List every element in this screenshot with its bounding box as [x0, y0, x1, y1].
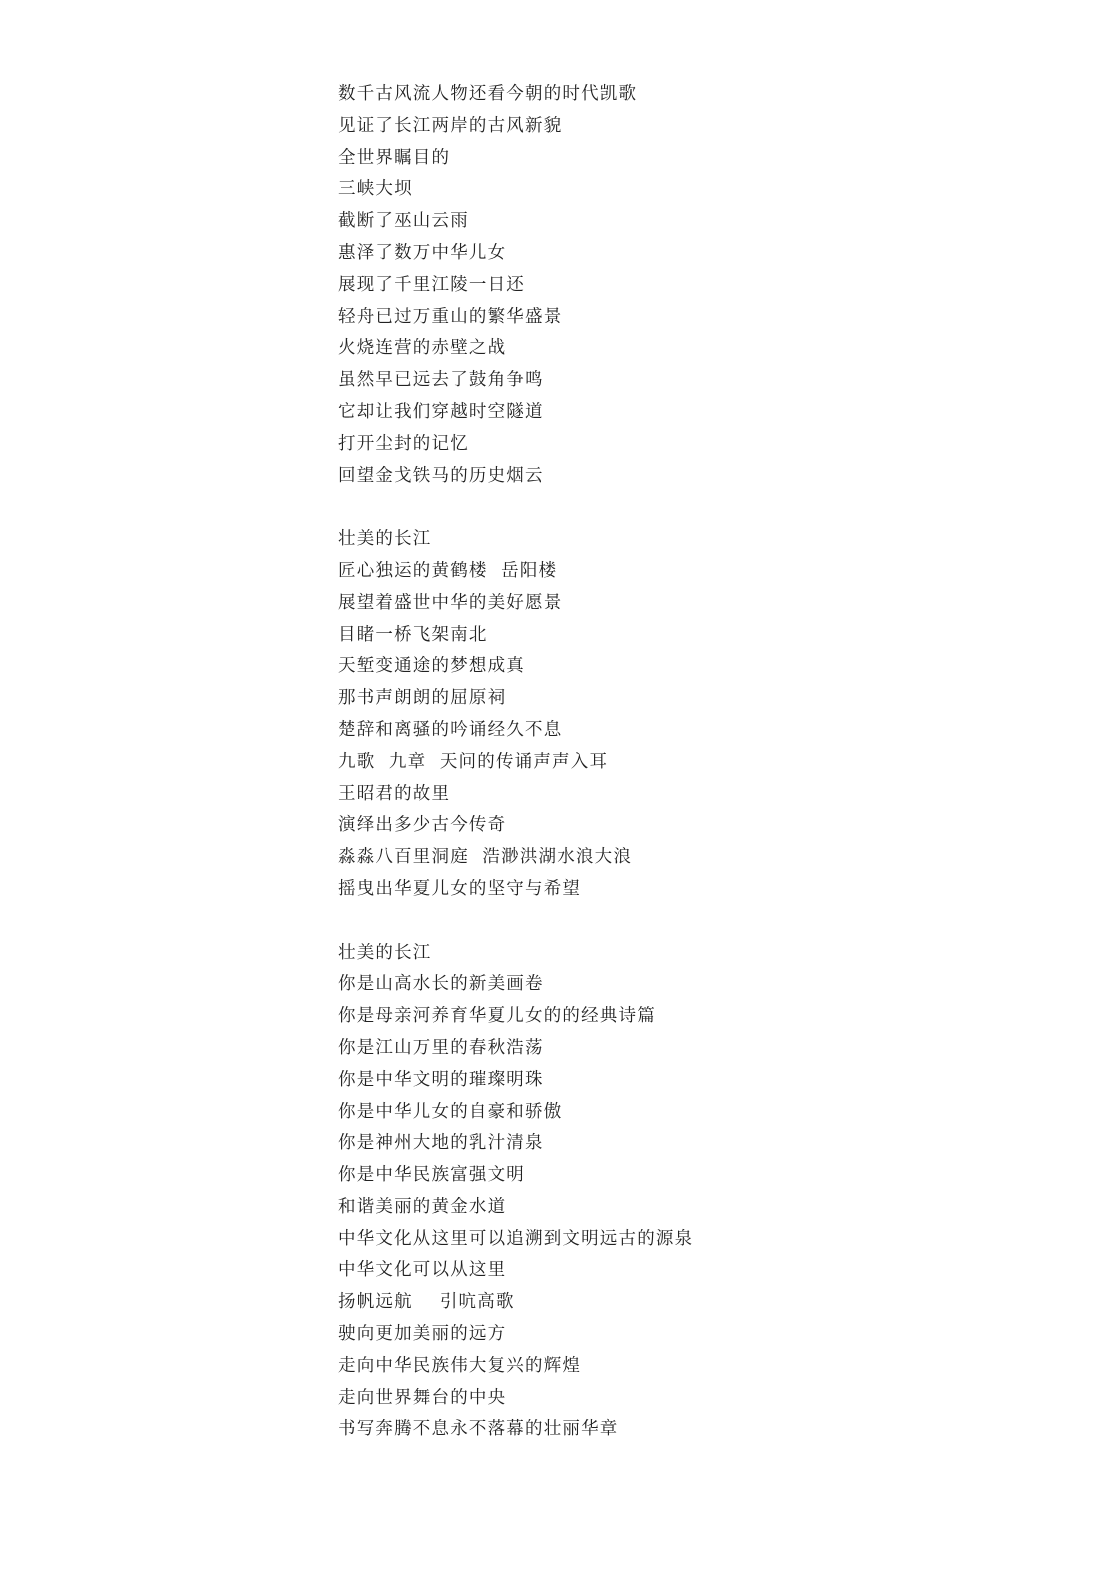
- poem-line: 演绎出多少古今传奇: [338, 815, 507, 836]
- poem-line: 走向世界舞台的中央: [338, 1387, 507, 1408]
- document-page: [338, 79, 1058, 1446]
- poem-line: 壮美的长江: [338, 529, 432, 550]
- poem-line: 火烧连营的赤壁之战: [338, 338, 507, 359]
- poem-line: 你是母亲河养育华夏儿女的的经典诗篇: [338, 1006, 656, 1027]
- poem-line: 惠泽了数万中华儿女: [338, 242, 507, 263]
- poem-line: 淼淼八百里洞庭 浩渺洪湖水浪大浪: [338, 847, 633, 868]
- poem-line: 截断了巫山云雨: [338, 211, 469, 232]
- poem-line: 走向中华民族伟大复兴的辉煌: [338, 1355, 582, 1376]
- poem-line: 轻舟已过万重山的繁华盛景: [338, 306, 563, 327]
- poem-line: 书写奔腾不息永不落幕的壮丽华章: [338, 1419, 619, 1440]
- poem-line: 摇曳出华夏儿女的坚守与希望: [338, 878, 582, 899]
- poem-line: 你是江山万里的春秋浩荡: [338, 1037, 544, 1058]
- poem-line: 驶向更加美丽的远方: [338, 1324, 507, 1345]
- poem-line: 中华文化从这里可以追溯到文明远古的源泉: [338, 1228, 694, 1249]
- poem-line: 打开尘封的记忆: [338, 433, 469, 454]
- poem-line: 三峡大坝: [338, 179, 413, 200]
- poem-line: 回望金戈铁马的历史烟云: [338, 465, 544, 486]
- stanza-3: [338, 938, 1058, 1447]
- poem-line: 中华文化可以从这里: [338, 1260, 507, 1281]
- poem-line: 见证了长江两岸的古风新貌: [338, 115, 563, 136]
- poem-line: 展望着盛世中华的美好愿景: [338, 592, 563, 613]
- poem-line: 楚辞和离骚的吟诵经久不息: [338, 719, 563, 740]
- poem-line: 天堑变通途的梦想成真: [338, 656, 525, 677]
- poem-line: 你是中华文明的璀璨明珠: [338, 1069, 544, 1090]
- poem-line: 你是山高水长的新美画卷: [338, 974, 544, 995]
- poem-line: 展现了千里江陵一日还: [338, 274, 525, 295]
- poem-line: 匠心独运的黄鹤楼 岳阳楼: [338, 560, 558, 581]
- poem-line: 你是中华儿女的自豪和骄傲: [338, 1101, 563, 1122]
- poem-line: 九歌 九章 天问的传诵声声入耳: [338, 751, 609, 772]
- poem-line: 它却让我们穿越时空隧道: [338, 401, 544, 422]
- stanza-2: [338, 524, 1058, 906]
- poem-line: 你是中华民族富强文明: [338, 1165, 525, 1186]
- poem-line: 王昭君的故里: [338, 783, 451, 804]
- poem-line: 壮美的长江: [338, 942, 432, 963]
- poem-line: 扬帆远航 引吭高歌: [338, 1292, 515, 1313]
- stanza-1: [338, 79, 1058, 492]
- poem-line: 你是神州大地的乳汁清泉: [338, 1133, 544, 1154]
- poem-line: 虽然早已远去了鼓角争鸣: [338, 370, 544, 391]
- poem-line: 和谐美丽的黄金水道: [338, 1196, 507, 1217]
- poem-line: 目睹一桥飞架南北: [338, 624, 488, 645]
- poem-line: 全世界瞩目的: [338, 147, 451, 168]
- poem-line: 数千古风流人物还看今朝的时代凯歌: [338, 84, 638, 104]
- poem-line: 那书声朗朗的屈原祠: [338, 688, 507, 709]
